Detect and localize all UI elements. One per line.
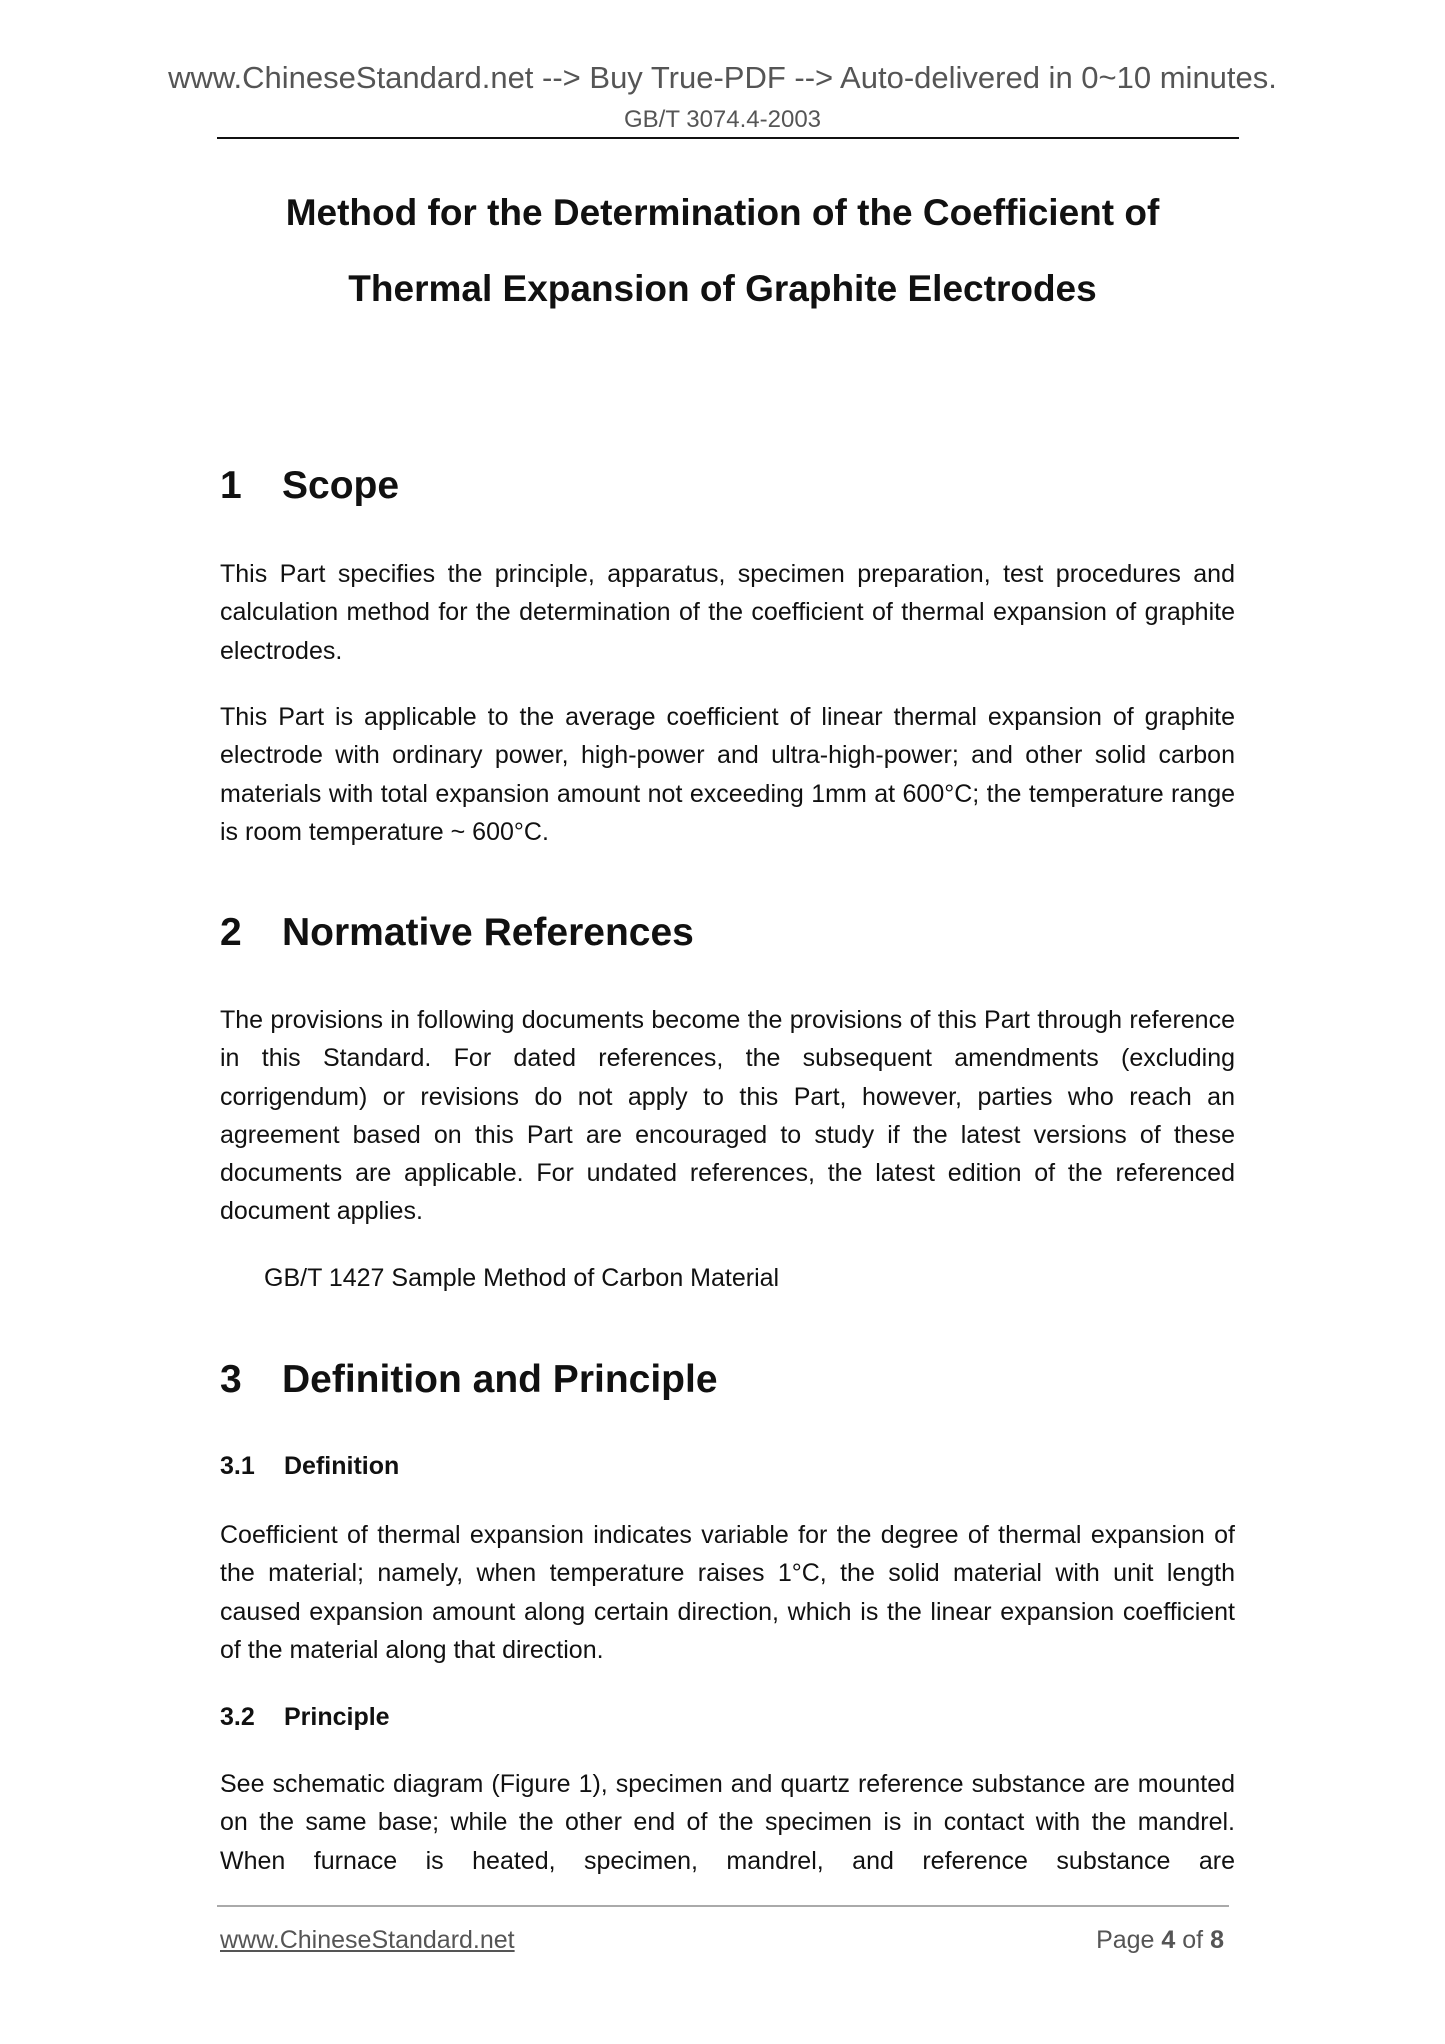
of-label: of <box>1182 1926 1204 1954</box>
footer-site-link[interactable]: www.ChineseStandard.net <box>220 1926 515 1954</box>
subsection-title: Principle <box>284 1703 390 1731</box>
subsection-number: 3.1 <box>220 1452 255 1480</box>
paragraph: The provisions in following documents become the provisions of this Part through reference in this Standard. For dated references, the subsequent amendments (excluding corrigendum) or revisions do not apply to this Part, however, parties who reach an agreement based on this Part are encouraged to study if the latest versions of these documents are applicable. For undated references, the latest edition of the referenced document applies. <box>220 1006 1235 1226</box>
subsection-number: 3.2 <box>220 1703 255 1731</box>
section-title: Scope <box>282 464 400 507</box>
paragraph: See schematic diagram (Figure 1), specimen and quartz reference substance are mounted on the same base; while the other end of the specimen is in contact with the mandrel. When furnace is heated, specimen, mandrel, and reference substance are <box>220 1770 1235 1875</box>
section-heading-definition-principle <box>220 1358 718 1402</box>
subsection-title: Definition <box>284 1452 400 1480</box>
paragraph: Coefficient of thermal expansion indicates variable for the degree of thermal expansion of the material; namely, when temperature raises 1°C, the solid material with unit length caused expansion amount along certain direction, which is the linear expansion coefficient of the material along that direction. <box>220 1521 1235 1664</box>
section-heading-normative-references <box>220 911 694 955</box>
subsection-heading-definition <box>220 1452 399 1481</box>
standard-number: GB/T 3074.4-2003 <box>623 106 822 133</box>
page-label: Page <box>1096 1926 1155 1954</box>
current-page: 4 <box>1161 1926 1176 1954</box>
reference-item: GB/T 1427 Sample Method of Carbon Material <box>264 1264 780 1292</box>
section-number: 2 <box>220 911 242 954</box>
doc-title-line2: Thermal Expansion of Graphite Electrodes <box>348 268 1097 309</box>
section-title: Definition and Principle <box>282 1358 718 1401</box>
subsection-heading-principle <box>220 1703 390 1732</box>
section-number: 3 <box>220 1358 242 1401</box>
doc-title-line1: Method for the Determination of the Coefficient of <box>285 192 1160 233</box>
section-number: 1 <box>220 464 242 507</box>
section-heading-scope <box>220 464 399 508</box>
paragraph: This Part is applicable to the average coefficient of linear thermal expansion of graphite electrode with ordinary power, high-power and ultra-high-power; and other solid carbon materials with total expansion amount not exceeding 1mm at 600°C; the temperature range is room temperature ~ 600°C. <box>220 703 1235 846</box>
footer-divider <box>217 1905 1229 1907</box>
paragraph: This Part specifies the principle, apparatus, specimen preparation, test procedures and calculation method for the determination of the coefficient of thermal expansion of graphite electrodes. <box>220 560 1235 665</box>
page-indicator <box>1096 1926 1224 1955</box>
header-banner: www.ChineseStandard.net --> Buy True-PDF --> Auto-delivered in 0~10 minutes. <box>168 60 1277 95</box>
section-title: Normative References <box>282 911 694 954</box>
header-divider <box>217 137 1239 139</box>
total-pages: 8 <box>1210 1926 1224 1954</box>
